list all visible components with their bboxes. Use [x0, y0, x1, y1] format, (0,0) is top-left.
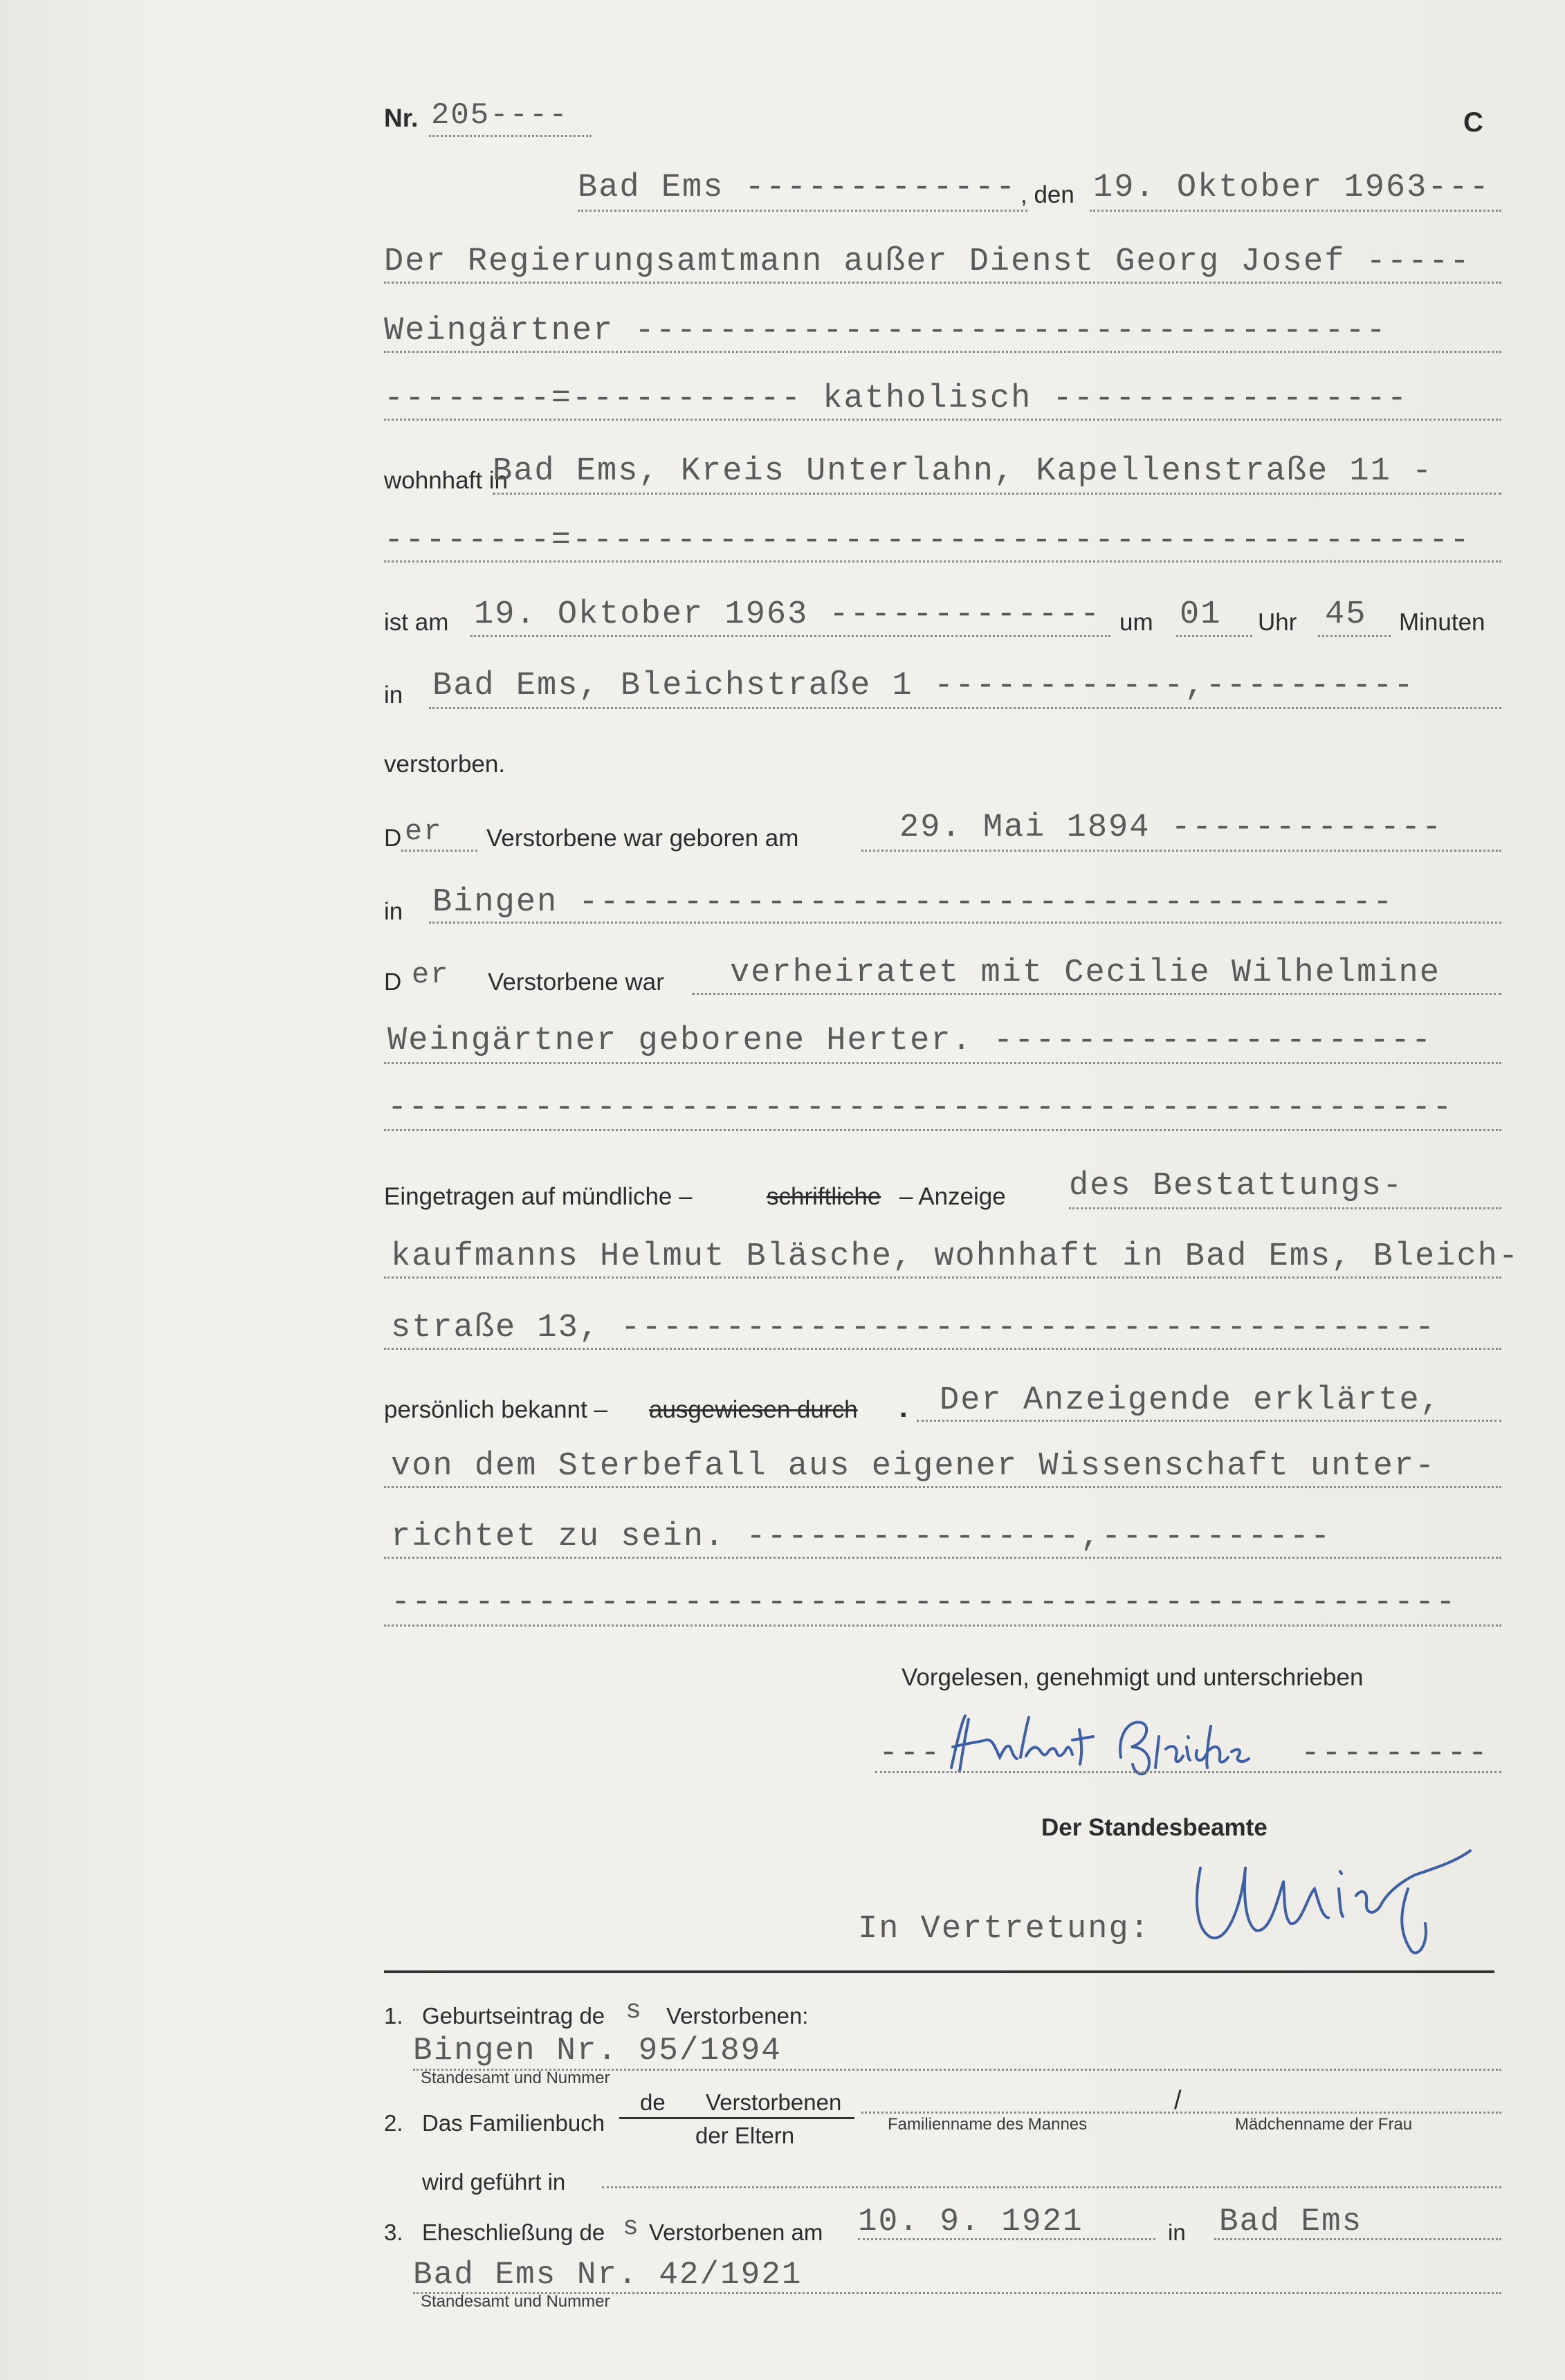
item2-label: Das Familienbuch: [422, 2110, 605, 2136]
marital-er-typed: er: [412, 958, 450, 991]
registrar-signature-svg: [1180, 1840, 1512, 1958]
item2-fraction-line: [619, 2117, 854, 2119]
report-value-6: richtet zu sein. ----------------,-----------: [391, 1519, 1332, 1555]
office-label-1: Standesamt und Nummer: [421, 2069, 610, 2087]
item1-value: Bingen Nr. 95/1894: [413, 2033, 782, 2069]
birth-er-typed: er: [405, 815, 443, 848]
item3-date: 10. 9. 1921: [858, 2204, 1083, 2240]
person-line-1: Der Regierungsamtmann außer Dienst Georg Josef -----: [384, 244, 1471, 280]
uhr-label: Uhr: [1258, 609, 1297, 636]
person-line-1-dots: [384, 282, 1501, 284]
signature-dash-left: ---: [879, 1735, 942, 1772]
item2-top-typed: de: [640, 2089, 666, 2115]
report-label-a: Eingetragen auf mündliche –: [384, 1183, 693, 1210]
registrar-label: Der Standesbeamte: [1041, 1814, 1267, 1841]
person-line-2-dots: [384, 351, 1501, 353]
verstorben-label: verstorben.: [384, 751, 506, 778]
place-dotted-line: [578, 210, 1027, 212]
approved-label: Vorgelesen, genehmigt und unterschrieben: [902, 1664, 1364, 1691]
residence-dots: [493, 493, 1501, 495]
item2-bottom: der Eltern: [695, 2123, 795, 2148]
known-struck: ausgewiesen durch: [649, 1396, 858, 1423]
kept-dots: [602, 2186, 1501, 2188]
signer-signature: [944, 1709, 1290, 1788]
report-label-b: – Anzeige: [899, 1183, 1006, 1210]
birth-place-label: in: [384, 898, 403, 925]
death-minutes: 45: [1325, 596, 1367, 633]
marital-value-2-dots: [384, 1062, 1501, 1064]
marital-value-2: Weingärtner geborene Herter. ---------------------: [387, 1023, 1433, 1059]
marital-value-3: ---------------------------------------------------: [387, 1090, 1454, 1126]
hour-dots: [1176, 635, 1252, 637]
nr-value: 205----: [431, 98, 569, 133]
death-place-label: in: [384, 681, 403, 708]
report-value-4: Der Anzeigende erklärte,: [940, 1382, 1441, 1419]
report-value-3: straße 13, ---------------------------------------: [391, 1310, 1436, 1346]
registrar-sign-text: [1190, 1958, 1192, 1959]
known-label: persönlich bekannt –: [384, 1396, 607, 1423]
item2-top: Verstorbenen: [706, 2089, 842, 2115]
marital-text: Verstorbene war: [488, 969, 664, 996]
death-place-value: Bad Ems, Bleichstraße 1 ------------,----------: [432, 668, 1415, 704]
death-hour: 01: [1180, 596, 1222, 633]
item3-date-dots: [858, 2238, 1155, 2240]
death-date-value: 19. Oktober 1963 -------------: [474, 596, 1101, 633]
item2-number: 2.: [384, 2110, 403, 2136]
item3-typed: s: [623, 2213, 640, 2242]
um-label: um: [1119, 609, 1153, 636]
report-value-3-dots: [384, 1348, 1501, 1350]
husband-label: Familienname des Mannes: [888, 2115, 1088, 2134]
item1-label: Geburtseintrag de: [422, 2003, 605, 2029]
signature-dash-right: ---------: [1301, 1735, 1489, 1772]
residence-label: wohnhaft in: [384, 467, 509, 494]
report-value-1: des Bestattungs-: [1069, 1168, 1404, 1205]
marital-d-label: D: [384, 969, 402, 996]
death-date-dots: [470, 635, 1110, 637]
nr-label: Nr.: [384, 104, 419, 132]
minuten-label: Minuten: [1399, 609, 1485, 636]
kept-label: wird geführt in: [422, 2169, 566, 2195]
office-label-2: Standesamt und Nummer: [421, 2292, 610, 2311]
date-dotted-line: [1090, 210, 1501, 212]
representation-label: In Vertretung:: [858, 1911, 1151, 1948]
item1-typed: s: [625, 1996, 643, 2026]
report-value-5-dots: [384, 1486, 1501, 1488]
registrar-signature: [1180, 1840, 1512, 1961]
report-value-2: kaufmanns Helmut Bläsche, wohnhaft in Bad Ems, Bleich-: [391, 1238, 1520, 1275]
birth-place-dots: [429, 922, 1501, 924]
item3-value: Bad Ems Nr. 42/1921: [413, 2257, 803, 2293]
wife-label: Mädchenname der Frau: [1235, 2115, 1413, 2134]
item3-label: Eheschließung de: [422, 2219, 605, 2245]
birth-d-label: D: [384, 825, 402, 852]
signature-dots: [875, 1771, 1501, 1773]
religion-line-dots: [384, 419, 1501, 421]
date-value: 19. Oktober 1963---: [1093, 170, 1490, 206]
person-line-2: Weingärtner ------------------------------------: [384, 313, 1387, 349]
item1-label-2: Verstorbenen:: [666, 2003, 809, 2029]
corner-letter: C: [1463, 107, 1483, 138]
report-value-7: ---------------------------------------------------: [391, 1584, 1457, 1621]
footer-divider: [384, 1970, 1494, 1973]
den-label: , den: [1021, 181, 1074, 208]
report-value-4-dots: [917, 1420, 1501, 1422]
birth-date-dots: [861, 850, 1501, 852]
item3-in-label: in: [1168, 2219, 1186, 2245]
residence-value: Bad Ems, Kreis Unterlahn, Kapellenstraße 11 -: [493, 453, 1434, 490]
item3-place: Bad Ems: [1219, 2204, 1363, 2240]
birth-er-dots: [401, 850, 477, 852]
death-date-label: ist am: [384, 609, 449, 636]
report-value-5: von dem Sterbefall aus eigener Wissenschaft unter-: [391, 1448, 1436, 1485]
birth-date: 29. Mai 1894 -------------: [899, 809, 1443, 846]
item3-number: 3.: [384, 2219, 403, 2245]
item3-place-dots: [1214, 2238, 1501, 2240]
signer-signature-svg: [944, 1709, 1290, 1785]
place-value: Bad Ems -------------: [578, 170, 1017, 206]
report-value-6-dots: [384, 1557, 1501, 1559]
birth-text: Verstorbene war geboren am: [486, 825, 799, 852]
death-place-dots: [429, 707, 1501, 709]
marital-value-3-dots: [384, 1129, 1501, 1131]
report-value-7-dots: [384, 1624, 1501, 1627]
marital-value-1: verheiratet mit Cecilie Wilhelmine: [730, 955, 1440, 991]
report-value-1-dots: [1069, 1207, 1501, 1209]
residence-line-2-dots: [384, 560, 1501, 562]
item1-number: 1.: [384, 2003, 403, 2029]
nr-dotted-line: [429, 135, 592, 137]
report-value-2-dots: [384, 1276, 1501, 1279]
name-slash: /: [1174, 2086, 1182, 2115]
religion-line: --------=----------- katholisch -----------------: [384, 381, 1409, 417]
item3-label-2: Verstorbenen am: [649, 2219, 823, 2245]
marital-value-1-dots: [692, 993, 1501, 995]
minutes-dots: [1318, 635, 1391, 637]
report-label-struck: schriftliche: [767, 1183, 881, 1210]
known-dot: .: [899, 1391, 908, 1423]
birth-place: Bingen ---------------------------------------: [432, 884, 1394, 921]
residence-line-2: --------=-------------------------------------------: [384, 522, 1471, 559]
